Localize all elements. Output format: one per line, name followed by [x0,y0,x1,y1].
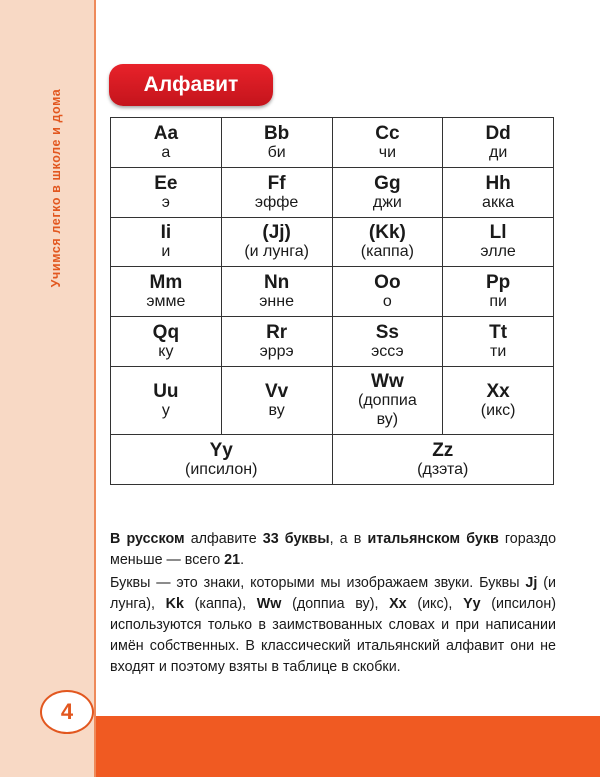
alphabet-row [111,435,554,485]
letter: Aa [153,122,179,144]
letter: Uu [153,380,179,402]
text-run: (доппиа ву), [281,596,390,612]
alphabet-cell [332,367,443,435]
text-run: (каппа), [183,596,257,612]
letter: Vv [265,380,289,402]
bold-text: итальянском букв [367,531,499,547]
alphabet-cell [332,168,443,218]
strip-divider [94,0,96,777]
letter-name: ву [268,401,285,419]
text-run: (икс), [406,596,464,612]
letter: Ss [375,321,399,343]
letter: Ll [489,222,507,243]
text-run: алфавите [184,531,263,547]
alphabet-cell [111,317,222,367]
bold-text: Jj [525,575,538,591]
letter: Cc [375,122,400,144]
bold-text: Ww [256,596,282,612]
alphabet-cell [221,218,332,267]
alphabet-cell [111,218,222,267]
bold-text: Kk [165,596,184,612]
letter-name: элле [480,243,516,260]
letter: Qq [152,321,180,343]
alphabet-row [111,118,554,168]
bold-text: Yy [463,596,481,612]
letter: Rr [266,321,288,343]
alphabet-cell [221,267,332,317]
explanation-paragraph [110,573,556,678]
alphabet-cell [443,218,554,267]
letter-name: чи [378,143,397,161]
text-run: (и лунга), [110,575,556,612]
letter: Nn [263,271,290,293]
letter-name: ти [489,342,507,360]
bold-text: 21 [224,552,241,568]
letter-name: (ипсилон) [185,460,258,478]
bold-text: 33 буквы [262,531,330,547]
alphabet-cell [111,435,333,485]
letter-name: джи [372,193,402,211]
text-run: Буквы — это знаки, которыми мы изображаем звуки. Буквы [110,575,526,591]
page-heading: Алфавит [109,64,273,106]
alphabet-cell [221,168,332,218]
bottom-bar [96,716,600,777]
alphabet-row [111,168,554,218]
letter-name: (и лунга) [244,243,309,260]
letter-name: и [161,243,171,260]
text-run: гораздо меньше — всего [110,531,557,568]
alphabet-cell [332,267,443,317]
bold-text: Xx [389,596,407,612]
letter: Ff [267,172,286,194]
alphabet-cell [332,435,554,485]
letter-name: (дзэта) [417,460,469,478]
alphabet-table [110,117,554,485]
letter: Yy [209,439,233,461]
letter: Xx [486,380,510,402]
letter-name: (икс) [480,401,516,419]
letter: Oo [374,271,401,293]
alphabet-cell [443,168,554,218]
letter-name: би [267,143,286,161]
letter-name: эррэ [259,342,294,360]
letter: Ee [154,172,178,194]
letter-name: эссэ [371,342,404,360]
letter: Dd [485,122,511,144]
alphabet-cell [332,118,443,168]
letter-name: эмме [146,292,186,310]
alphabet-cell [111,367,222,435]
text-run: (ипсилон) используются только в заимствованных словах и при написании имён собственных. В классический итальянский алфавит они не входят и поэтому взяты в таблице в скобки. [110,596,556,675]
letter-name: у [161,401,170,419]
letter-name: пи [489,292,507,310]
letter: Zz [432,439,454,461]
letter-name: акка [482,193,515,211]
alphabet-cell [443,367,554,435]
letter: Ww [371,371,404,392]
letter-name: о [382,292,392,310]
alphabet-cell [443,118,554,168]
side-title: Учимся легко в школе и дома [49,88,63,288]
alphabet-cell [111,168,222,218]
alphabet-cell [111,118,222,168]
text-run: , а в [329,531,368,547]
letter: Bb [263,122,290,144]
letter: (Jj) [262,222,291,243]
letter: Pp [485,271,511,293]
intro-paragraph [110,529,556,571]
alphabet-row [111,317,554,367]
letter-name: ди [488,143,508,161]
letter-name: (доппиа ву) [358,392,417,428]
alphabet-cell [221,367,332,435]
alphabet-row [111,367,554,435]
alphabet-cell [332,218,443,267]
alphabet-row [111,267,554,317]
alphabet-row [111,218,554,267]
letter: Gg [374,172,401,194]
letter: (Kk) [368,222,406,243]
alphabet-cell [332,317,443,367]
letter-name: (каппа) [360,243,414,260]
letter: Mm [149,271,183,293]
alphabet-cell [221,118,332,168]
letter-name: э [161,193,170,211]
letter-name: энне [259,292,294,310]
letter-name: эффе [254,193,299,211]
alphabet-cell [111,267,222,317]
letter: Tt [489,321,508,343]
left-margin-strip [0,0,94,777]
bold-text: В русском [110,531,185,547]
text-run: . [240,552,245,568]
letter-name: а [161,143,171,161]
alphabet-cell [443,317,554,367]
alphabet-cell [221,317,332,367]
alphabet-cell [443,267,554,317]
letter: Hh [485,172,511,194]
letter: Ii [160,222,172,243]
page-number: 4 [40,690,94,734]
letter-name: ку [158,342,174,360]
